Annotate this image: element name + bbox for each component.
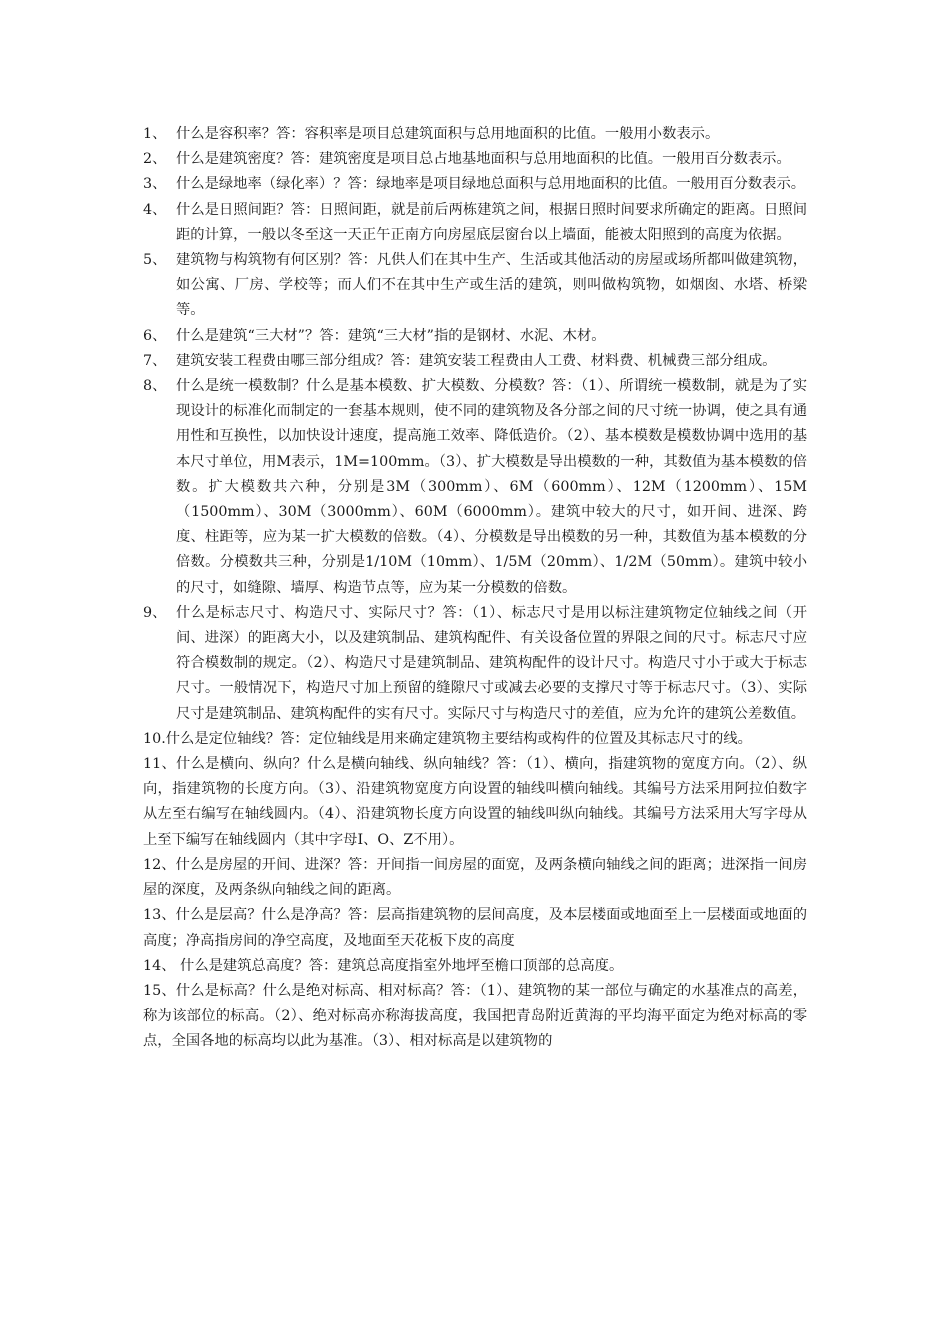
item-number: 11、 [143,756,177,773]
list-item [143,147,807,172]
list-item [143,601,807,727]
item-number: 10. [143,730,166,747]
list-item [143,727,807,752]
item-number: 6、 [143,327,167,344]
item-number: 12、 [143,856,176,873]
list-item [143,979,807,1055]
item-text: 建筑安装工程费由哪三部分组成？答：建筑安装工程费由人工费、材料费、机械费三部分组成。 [176,352,777,369]
list-item [143,853,807,903]
item-text: 什么是统一模数制？什么是基本模数、扩大模数、分模数？答：（1）、所谓统一模数制，就是为了实现设计的标准化而制定的一套基本规则，使不同的建筑物及各分部之间的尺寸统一协调，使之具有通用性和互换性，以加快设计速度，提高施工效率、降低造价。（2）、基本模数是模数协调中选用的基本尺寸单位，用M表示，1M=100mm。（3）、扩大模数是导出模数的一种，其数值为基本模数的倍数。扩大模数共六种，分别是3M（300mm）、6M（600mm）、12M（1200mm）、15M（1500mm）、30M（3000mm）、60M（6000mm）。建筑中较大的尺寸，如开间、进深、跨度、柱距等，应为某一扩大模数的倍数。（4）、分模数是导出模数的另一种，其数值为基本模数的分倍数。分模数共三种，分别是1/10M（10mm）、1/5M（20mm）、1/2M（50mm）。建筑中较小的尺寸，如缝隙、墙厚、构造节点等，应为某一分模数的倍数。 [176,378,807,596]
item-number: 8、 [143,378,167,395]
item-number: 7、 [143,352,167,369]
list-item [143,349,807,374]
list-item [143,198,807,248]
item-text: 什么是层高？什么是净高？答：层高指建筑物的层间高度，及本层楼面或地面至上一层楼面或地面的高度；净高指房间的净空高度，及地面至天花板下皮的高度 [143,907,807,949]
item-number: 9、 [143,604,167,621]
list-item [143,248,807,324]
list-item [143,903,807,953]
item-text: 什么是定位轴线？答：定位轴线是用来确定建筑物主要结构或构件的位置及其标志尺寸的线。 [165,730,752,747]
item-text: 什么是标高？什么是绝对标高、相对标高？答：（1）、建筑物的某一部位与确定的水基准点的高差，称为该部位的标高。（2）、绝对标高亦称海拔高度，我国把青岛附近黄海的平均海平面定为绝对标高的零点，全国各地的标高均以此为基准。（3）、相对标高是以建筑物的 [143,982,807,1050]
item-text: 什么是建筑密度？答：建筑密度是项目总占地基地面积与总用地面积的比值。一般用百分数表示。 [176,151,791,168]
item-number: 1、 [143,126,167,142]
item-number: 13、 [143,907,176,924]
item-number: 15、 [143,982,176,999]
item-text: 什么是标志尺寸、构造尺寸、实际尺寸？答：（1）、标志尺寸是用以标注建筑物定位轴线之间（开间、进深）的距离大小，以及建筑制品、建筑构配件、有关设备位置的界限之间的尺寸。标志尺寸应符合模数制的规定。（2）、构造尺寸是建筑制品、建筑构配件的设计尺寸。构造尺寸小于或大于标志尺寸。一般情况下，构造尺寸加上预留的缝隙尺寸或减去必要的支撑尺寸等于标志尺寸。（3）、实际尺寸是建筑制品、建筑构配件的实有尺寸。实际尺寸与构造尺寸的差值，应为允许的建筑公差数值。 [176,604,807,722]
list-item [143,374,807,601]
item-text: 什么是横向、纵向？什么是横向轴线、纵向轴线？答：（1）、横向，指建筑物的宽度方向。（2）、纵向，指建筑物的长度方向。（3）、沿建筑物宽度方向设置的轴线叫横向轴线。其编号方法采用阿拉伯数字从左至右编写在轴线圆内。（4）、沿建筑物长度方向设置的轴线叫纵向轴线。其编号方法采用大写字母从上至下编写在轴线圆内（其中字母I、O、Z不用）。 [143,756,807,848]
item-number: 5、 [143,252,167,269]
list-item [143,172,807,197]
list-item [143,752,807,853]
item-text: 什么是建筑“三大材”？答：建筑“三大材”指的是钢材、水泥、木材。 [176,327,606,344]
item-text: 建筑物与构筑物有何区别？答：凡供人们在其中生产、生活或其他活动的房屋或场所都叫做建筑物，如公寓、厂房、学校等；而人们不在其中生产或生活的建筑，则叫做构筑物，如烟囱、水塔、桥梁等。 [176,252,807,319]
item-text: 什么是容积率？答：容积率是项目总建筑面积与总用地面积的比值。一般用小数表示。 [176,126,720,142]
item-text: 什么是绿地率（绿化率）？答：绿地率是项目绿地总面积与总用地面积的比值。一般用百分数表示。 [176,176,806,193]
item-text: 什么是建筑总高度？答：建筑总高度指室外地坪至檐口顶部的总高度。 [175,957,624,974]
item-number: 2、 [143,151,167,168]
item-number: 14、 [143,957,176,974]
list-item [143,122,807,147]
document-body [143,122,807,1055]
item-text: 什么是日照间距？答：日照间距，就是前后两栋建筑之间，根据日照时间要求所确定的距离。日照间距的计算，一般以冬至这一天正午正南方向房屋底层窗台以上墙面，能被太阳照到的高度为依据。 [176,201,807,243]
item-text: 什么是房屋的开间、进深？答：开间指一间房屋的面宽，及两条横向轴线之间的距离；进深指一间房屋的深度，及两条纵向轴线之间的距离。 [143,856,807,899]
item-number: 4、 [143,201,167,218]
list-item [143,324,807,349]
list-item [143,954,807,979]
item-number: 3、 [143,176,167,193]
